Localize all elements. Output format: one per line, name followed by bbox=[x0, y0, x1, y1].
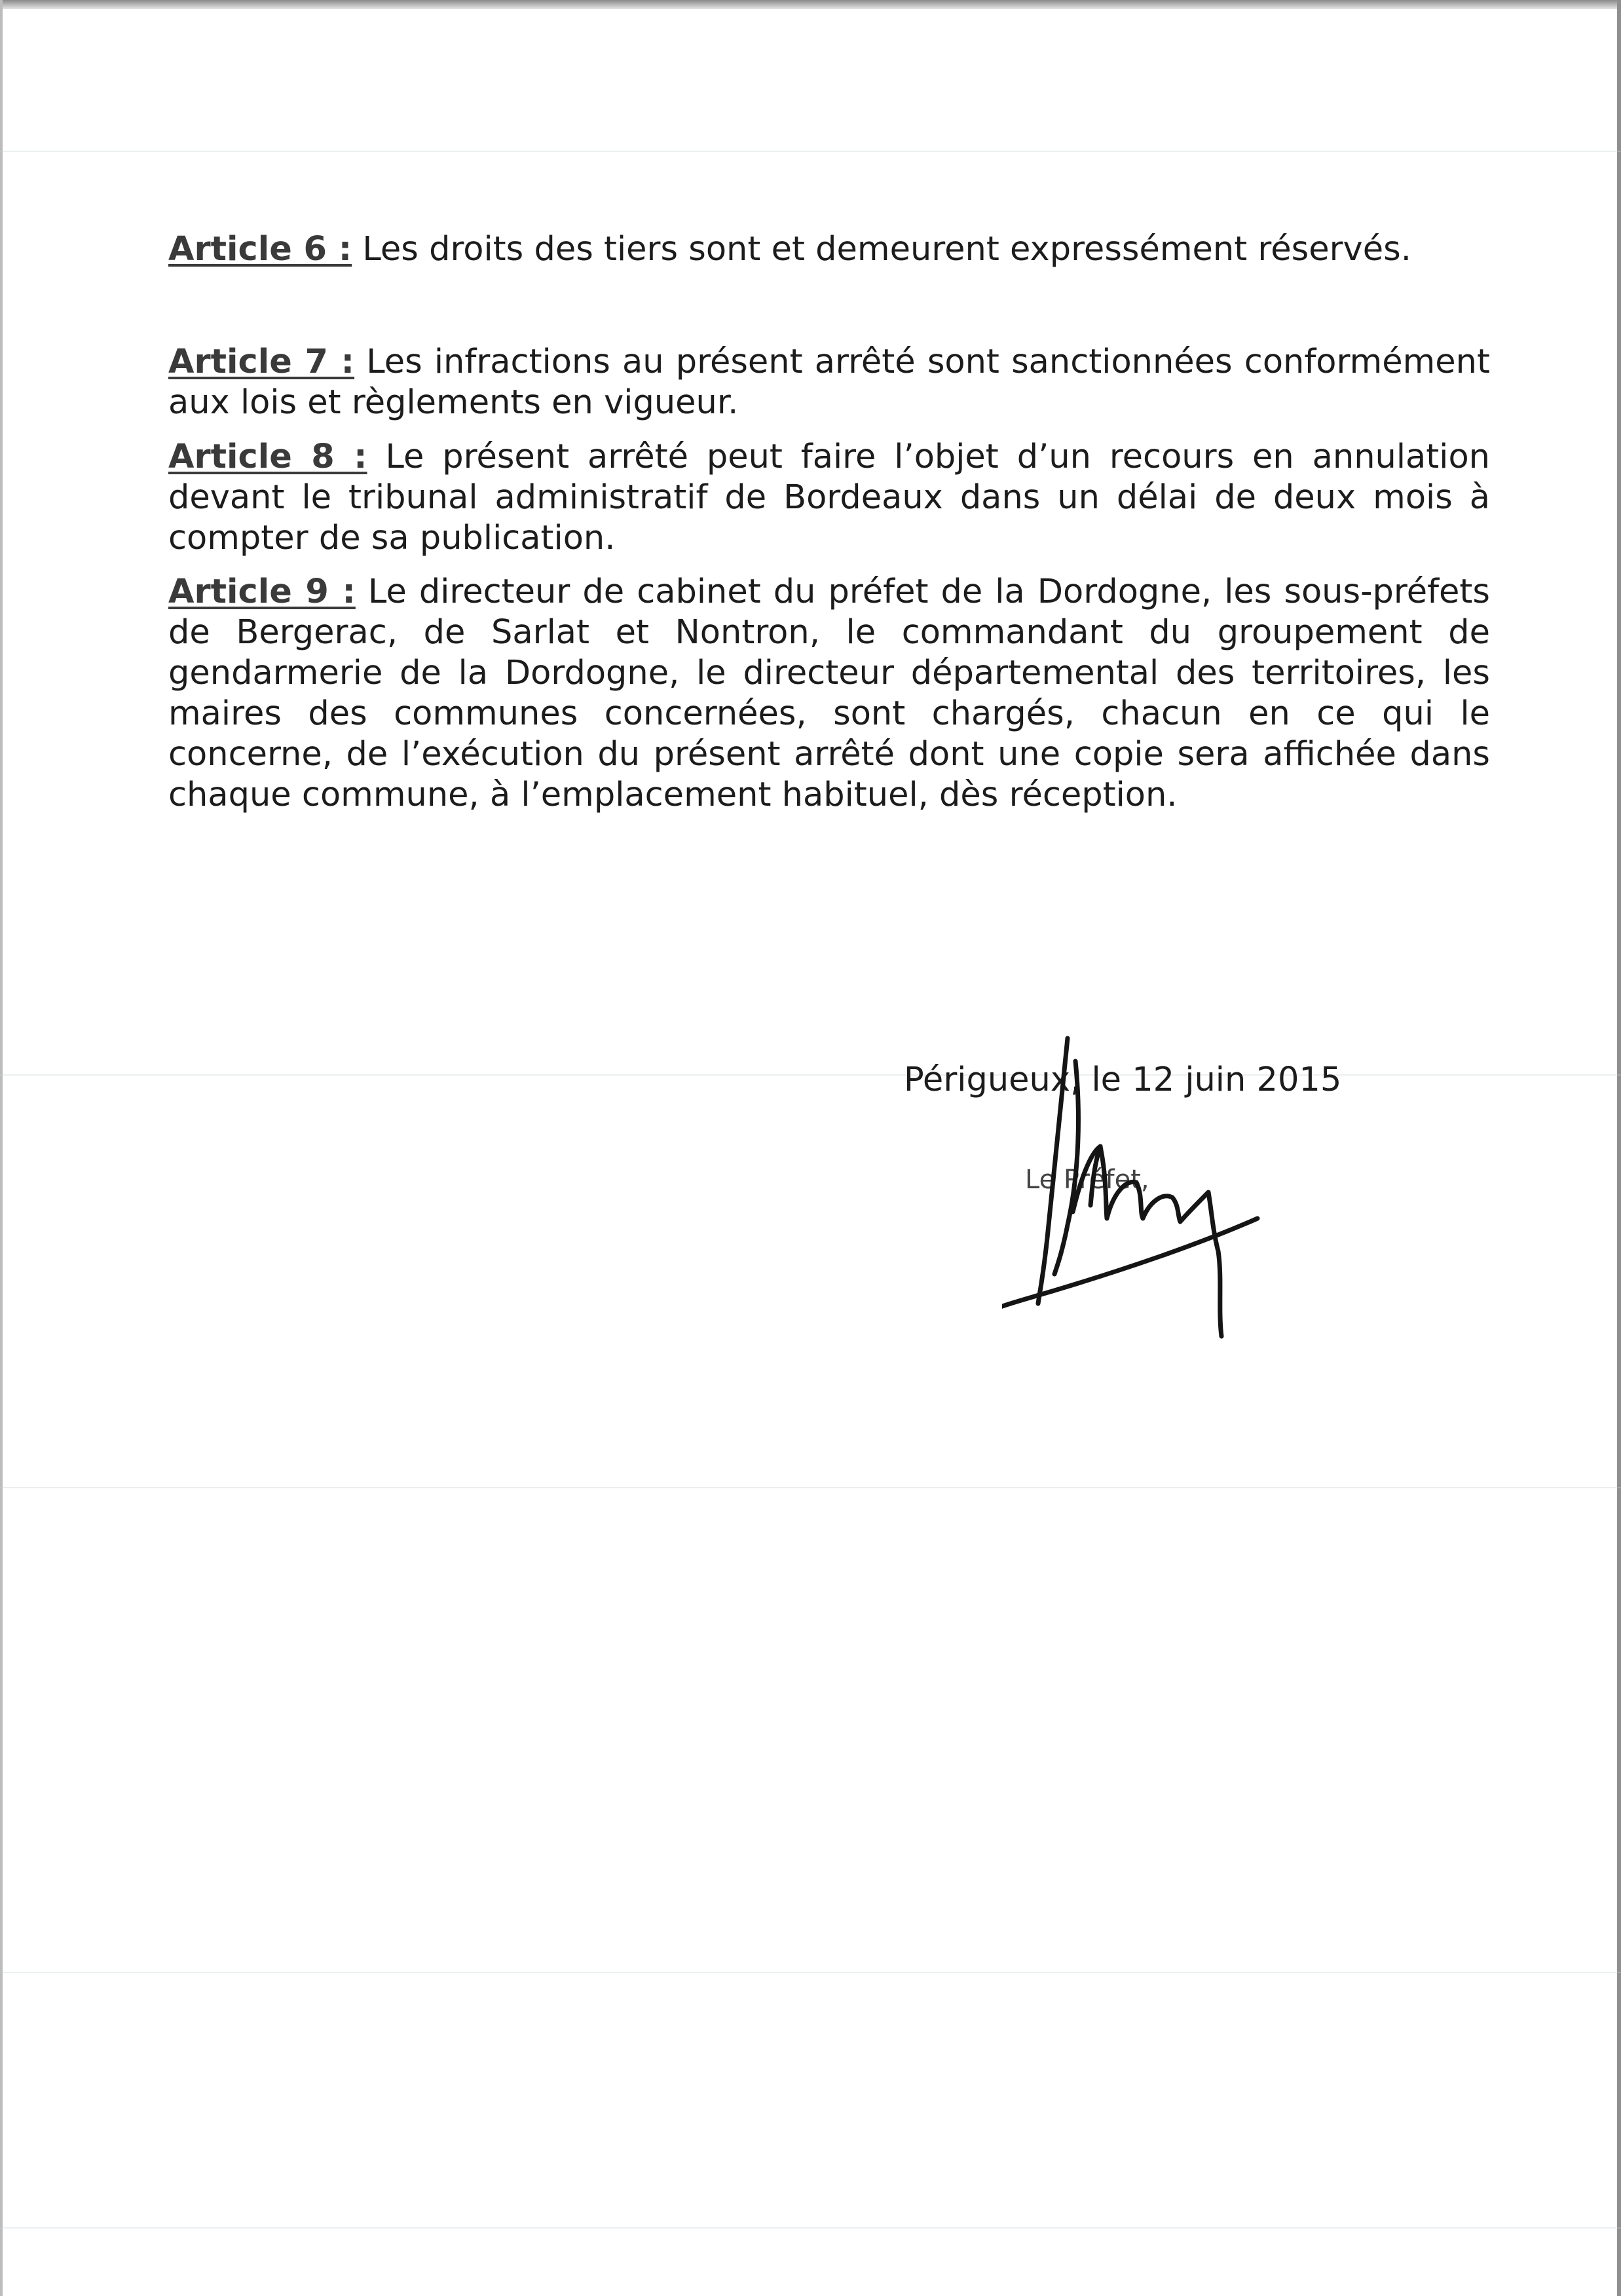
article-7-text: Les infractions au présent arrêté sont sanctionnées conformément aux lois et règlements en vigueur. bbox=[168, 343, 1491, 422]
article-6-label: Article 6 : bbox=[168, 230, 352, 269]
scan-line bbox=[0, 151, 1621, 152]
scan-line bbox=[0, 1972, 1621, 1973]
handwritten-signature bbox=[1002, 1015, 1395, 1408]
article-7-label: Article 7 : bbox=[168, 343, 355, 381]
scan-edge-right bbox=[1617, 0, 1621, 2296]
signature-block bbox=[904, 1048, 1362, 1415]
scan-edge-top bbox=[0, 0, 1621, 9]
signer-title: Le Préfet, bbox=[1025, 1165, 1149, 1195]
scan-line bbox=[0, 2227, 1621, 2229]
article-8 bbox=[168, 437, 1490, 559]
article-6-text: Les droits des tiers sont et demeurent expressément réservés. bbox=[362, 230, 1411, 269]
article-8-label: Article 8 : bbox=[168, 438, 367, 476]
article-8-text: Le présent arrêté peut faire l’objet d’un recours en annulation devant le tribunal administratif de Bordeaux dans un délai de deux mois à compter de sa publication. bbox=[168, 438, 1490, 557]
scan-edge-left bbox=[0, 0, 3, 2296]
scan-line bbox=[0, 1487, 1621, 1488]
article-9-text: Le directeur de cabinet du préfet de la Dordogne, les sous-préfets de Bergerac, de Sarlat et Nontron, le commandant du groupement de gendarmerie de la Dordogne, le directeur départemental des territoires, les maires des communes concernées, sont chargés, chacun en ce qui le concerne, de l’exécution du présent arrêté dont une copie sera affichée dans chaque commune, à l’emplacement habituel, dès réception. bbox=[168, 573, 1490, 814]
article-6 bbox=[168, 229, 1490, 270]
article-9 bbox=[168, 572, 1490, 816]
article-7 bbox=[168, 342, 1490, 423]
article-9-label: Article 9 : bbox=[168, 573, 356, 611]
place-date: Périgueux, le 12 juin 2015 bbox=[904, 1061, 1342, 1099]
